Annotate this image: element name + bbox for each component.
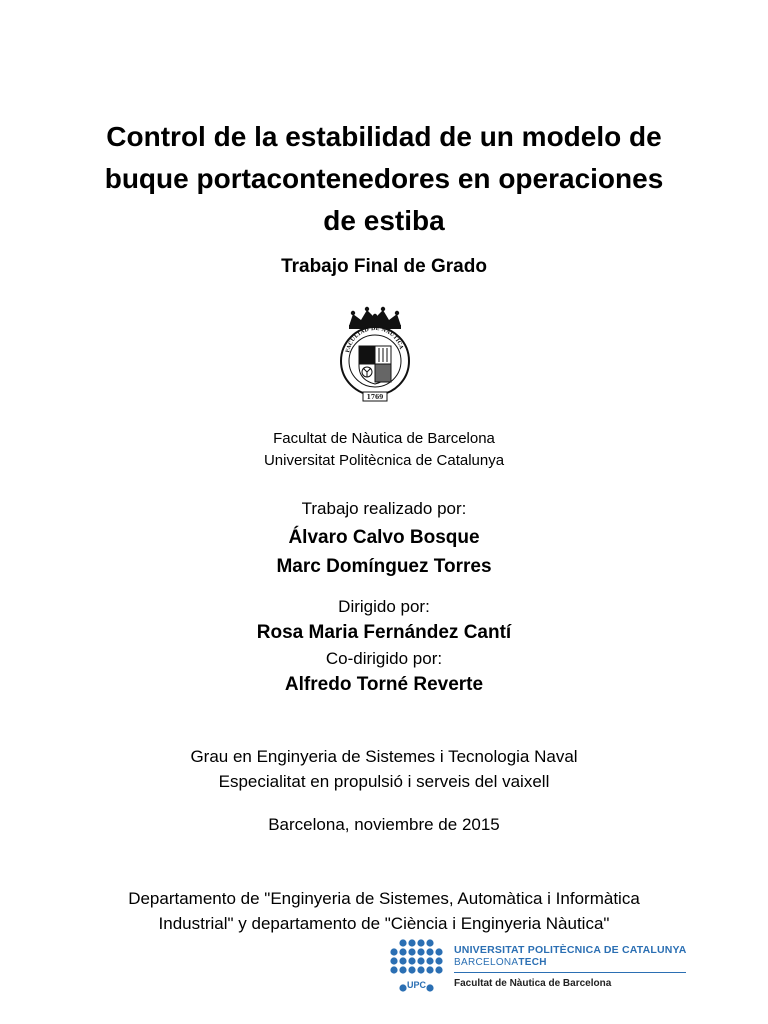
director-name: Rosa Maria Fernández Cantí	[256, 622, 512, 643]
director-label: Dirigido por:	[338, 597, 430, 616]
upc-university-name: UNIVERSITAT POLITÈCNICA DE CATALUNYA	[454, 944, 687, 956]
svg-text:FACULTAD DE NÁUTICA: FACULTAD DE NÁUTICA	[345, 325, 405, 354]
upc-divider	[454, 972, 686, 973]
departments-block	[0, 886, 768, 936]
upc-logo-text	[454, 944, 688, 989]
institution-block	[0, 428, 768, 472]
title-line-1: Control de la estabilidad de un modelo de	[106, 121, 662, 152]
author-name: Álvaro Calvo Bosque	[288, 527, 480, 548]
degree-specialty: Especialitat en propulsió i serveis del vaixell	[218, 772, 550, 791]
degree-name: Grau en Enginyeria de Sistemes i Tecnologia Naval	[190, 747, 578, 766]
upc-logo-icon	[388, 938, 446, 994]
document-subtitle: Trabajo Final de Grado	[281, 256, 487, 277]
university-name: Universitat Politècnica de Catalunya	[263, 452, 505, 469]
document-title	[0, 116, 768, 242]
faculty-crest-icon	[337, 306, 413, 406]
author-name: Marc Domínguez Torres	[276, 556, 492, 577]
authors-label: Trabajo realizado por:	[301, 499, 467, 518]
svg-text:UPC: UPC	[406, 980, 427, 990]
title-line-2: buque portacontenedores en operaciones	[104, 163, 664, 194]
upc-faculty-name: Facultat de Nàutica de Barcelona	[454, 978, 612, 989]
departments-line-2: Industrial" y departamento de "Ciència i Enginyeria Nàutica"	[158, 914, 610, 933]
codirector-name: Alfredo Torné Reverte	[284, 674, 484, 695]
place-date: Barcelona, noviembre de 2015	[268, 815, 500, 834]
codirector-label: Co-dirigido por:	[325, 649, 443, 668]
faculty-name: Facultat de Nàutica de Barcelona	[273, 430, 495, 447]
title-line-3: de estiba	[323, 205, 445, 236]
supervision-block	[0, 594, 768, 698]
upc-logo	[388, 938, 688, 994]
svg-text:1769: 1769	[366, 394, 384, 401]
upc-barcelonatech: BARCELONATECH	[454, 957, 547, 968]
degree-block	[0, 744, 768, 794]
departments-line-1: Departamento de "Enginyeria de Sistemes, Automàtica i Informàtica	[128, 889, 640, 908]
authors-block	[0, 494, 768, 581]
